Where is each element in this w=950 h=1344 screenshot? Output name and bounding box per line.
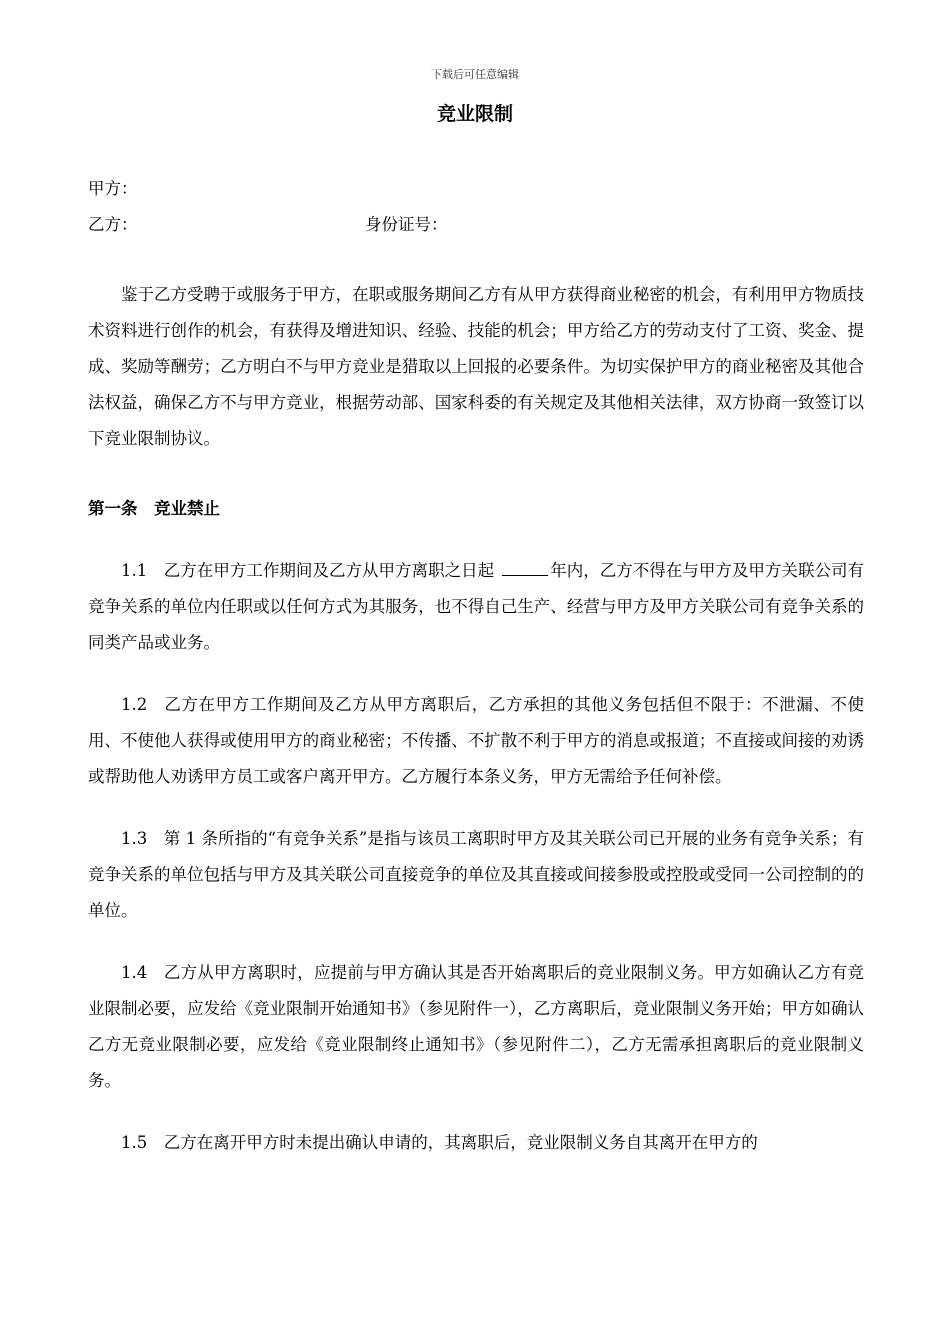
clause-text: 乙方在甲方工作期间及乙方从甲方离职后，乙方承担的其他义务包括但不限于：不泄漏、不使用、不使他人获得或使用甲方的商业秘密；不传播、不扩散不利于甲方的消息或报道；不直接或间接的劝诱或帮助他人劝诱甲方员工或客户离开甲方。乙方履行本条义务，甲方无需给予任何补偿。 [88, 695, 864, 786]
clause-number: 1.4 [121, 963, 148, 982]
blank-line [502, 561, 548, 576]
spacer [88, 1099, 864, 1125]
party-a-label: 甲方： [88, 179, 138, 198]
clause-1-3 [88, 821, 864, 929]
clause-text: 乙方从甲方离职时，应提前与甲方确认其是否开始离职后的竞业限制义务。甲方如确认乙方有竞业限制必要，应发给《竞业限制开始通知书》（参见附件一），乙方离职后，竞业限制义务开始；甲方如确认乙方无竞业限制必要，应发给《竞业限制终止通知书》（参见附件二），乙方无需承担离职后的竞业限制义务。 [88, 963, 864, 1090]
clause-text: 乙方在甲方工作期间及乙方从甲方离职之日起 [163, 561, 495, 580]
clause-number: 1.1 [121, 561, 148, 580]
party-b-line [88, 207, 864, 243]
clause-1-2 [88, 687, 864, 795]
clause-1-5 [88, 1125, 864, 1161]
clause-text: 乙方在离开甲方时未提出确认申请的，其离职后，竞业限制义务自其离开在甲方的 [163, 1133, 758, 1152]
clause-1-1 [88, 553, 864, 661]
header-note: 下载后可任意编辑 [431, 68, 519, 81]
clause-number: 1.2 [121, 695, 148, 714]
document-body [88, 171, 864, 1161]
section-heading: 第一条 竞业禁止 [88, 499, 220, 518]
clause-1-4 [88, 955, 864, 1099]
spacer [88, 527, 864, 553]
preamble-paragraph: 鉴于乙方受聘于或服务于甲方，在职或服务期间乙方有从甲方获得商业秘密的机会，有利用甲方物质技术资料进行创作的机会，有获得及增进知识、经验、技能的机会；甲方给乙方的劳动支付了工资、奖金、提成、奖励等酬劳；乙方明白不与甲方竞业是猎取以上回报的必要条件。为切实保护甲方的商业秘密及其他合法权益，确保乙方不与甲方竞业，根据劳动部、国家科委的有关规定及其他相关法律，双方协商一致签订以下竞业限制协议。 [88, 285, 864, 448]
clause-text: 年内，乙方不得在与甲方及甲方关联公司有竞争关系的单位内任职或以任何方式为其服务，也不得自己生产、经营与甲方及甲方关联公司有竞争关系的同类产品或业务。 [88, 561, 865, 652]
party-a-line [88, 171, 864, 207]
id-number-label: 身份证号： [365, 215, 448, 234]
spacer [88, 661, 864, 687]
spacer [88, 795, 864, 821]
spacer [88, 457, 864, 491]
party-b-label: 乙方： [88, 215, 138, 234]
document-title: 竞业限制 [436, 103, 513, 125]
spacer [88, 243, 864, 277]
clause-number: 1.3 [121, 829, 148, 848]
clause-text: 第 1 条所指的“有竞争关系”是指与该员工离职时甲方及其关联公司已开展的业务有竞争关系；有竞争关系的单位包括与甲方及其关联公司直接竞争的单位及其直接或间接参股或控股或受同一公司控制的的单位。 [88, 829, 864, 920]
clause-number: 1.5 [121, 1133, 148, 1152]
spacer [88, 929, 864, 955]
